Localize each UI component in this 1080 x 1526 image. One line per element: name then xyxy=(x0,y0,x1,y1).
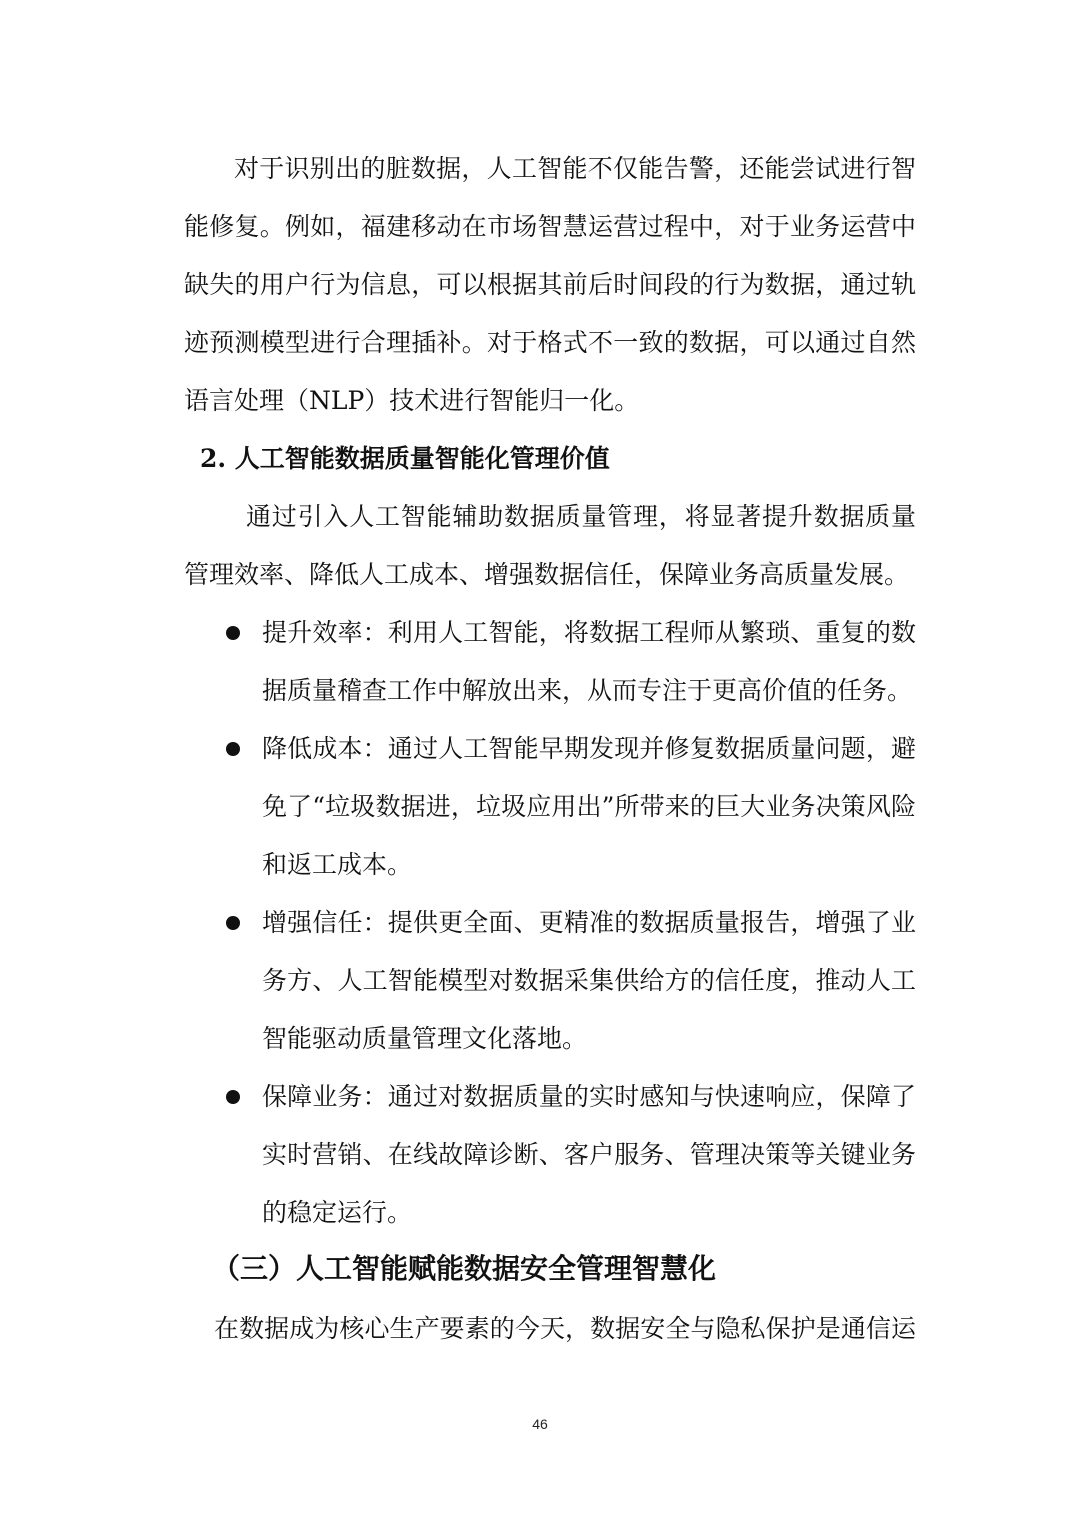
paragraph-line: 管理效率、降低人工成本、增强数据信任，保障业务高质量发展。 xyxy=(184,560,910,589)
page-number: 46 xyxy=(532,1416,548,1432)
section-heading-quality-value: 2. 人工智能数据质量智能化管理价值 xyxy=(200,444,610,473)
bullet-dot-icon xyxy=(226,916,240,930)
paragraph-line: 能修复。例如，福建移动在市场智慧运营过程中，对于业务运营中 xyxy=(184,212,916,241)
bullet-line: 智能驱动质量管理文化落地。 xyxy=(262,1024,588,1053)
bullet-line: 免了“垃圾数据进，垃圾应用出”所带来的巨大业务决策风险 xyxy=(262,792,916,821)
bullet-dot-icon xyxy=(226,626,240,640)
bullet-line: 的稳定运行。 xyxy=(262,1198,413,1227)
paragraph-line: 迹预测模型进行合理插补。对于格式不一致的数据，可以通过自然 xyxy=(184,328,916,357)
bullet-dot-icon xyxy=(226,742,240,756)
paragraph-line: 通过引入人工智能辅助数据质量管理，将显著提升数据质量 xyxy=(246,502,916,531)
section-heading-security: （三）人工智能赋能数据安全管理智慧化 xyxy=(212,1252,717,1285)
bullet-line: 保障业务：通过对数据质量的实时感知与快速响应，保障了 xyxy=(262,1082,916,1111)
bullet-line: 和返工成本。 xyxy=(262,850,413,879)
bullet-line: 务方、人工智能模型对数据采集供给方的信任度，推动人工 xyxy=(262,966,916,995)
paragraph-line: 缺失的用户行为信息，可以根据其前后时间段的行为数据，通过轨 xyxy=(184,270,916,299)
bullet-line: 降低成本：通过人工智能早期发现并修复数据质量问题，避 xyxy=(262,734,916,763)
paragraph-line: 在数据成为核心生产要素的今天，数据安全与隐私保护是通信运 xyxy=(214,1314,916,1343)
bullet-dot-icon xyxy=(226,1090,240,1104)
bullet-line: 增强信任：提供更全面、更精准的数据质量报告，增强了业 xyxy=(262,908,916,937)
bullet-line: 据质量稽查工作中解放出来，从而专注于更高价值的任务。 xyxy=(262,676,913,705)
bullet-line: 提升效率：利用人工智能，将数据工程师从繁琐、重复的数 xyxy=(262,618,916,647)
paragraph-line: 语言处理（NLP）技术进行智能归一化。 xyxy=(184,386,640,415)
bullet-line: 实时营销、在线故障诊断、客户服务、管理决策等关键业务 xyxy=(262,1140,916,1169)
paragraph-line: 对于识别出的脏数据，人工智能不仅能告警，还能尝试进行智 xyxy=(234,154,916,183)
